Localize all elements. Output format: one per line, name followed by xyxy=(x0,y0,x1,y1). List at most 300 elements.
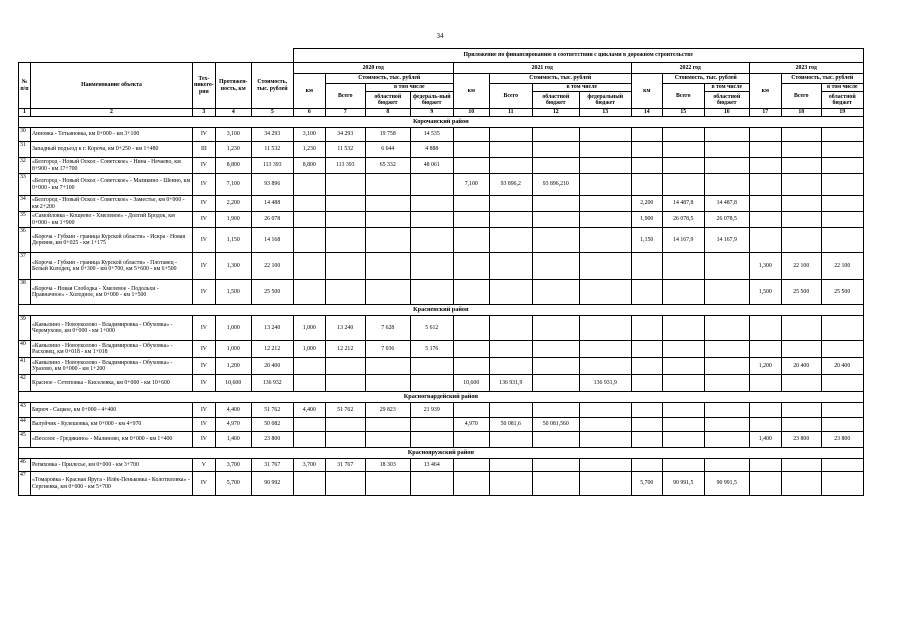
column-number-cell: 5 xyxy=(251,109,293,117)
value-cell: 1,000 xyxy=(293,341,325,358)
road-category: IV xyxy=(193,174,216,196)
regional-2020-header: областной бюджет xyxy=(365,92,410,109)
row-number: 45 xyxy=(19,432,31,448)
column-number-cell: 15 xyxy=(662,109,704,117)
length-km: 4,970 xyxy=(215,418,251,432)
value-cell: 1,400 xyxy=(749,432,781,448)
value-cell xyxy=(821,375,863,392)
value-cell xyxy=(704,142,749,158)
value-cell xyxy=(781,418,821,432)
object-name: «Короча - Губкин - граница Курской области» - Искра - Новая Деревня, км 0+025 - км 1+175 xyxy=(31,228,193,253)
row-number: 46 xyxy=(19,459,31,472)
value-cell: 50 081,560 xyxy=(532,418,579,432)
total-cost: 31 767 xyxy=(251,459,293,472)
col-category-header: Тех-никего-рия xyxy=(193,63,216,109)
value-cell xyxy=(532,459,579,472)
object-name: «Белгород - Новый Оскол - Советское» - Заместье, км 0+000 - км 2+200 xyxy=(31,196,193,212)
incl-2022-header: в том числе xyxy=(704,84,749,92)
value-cell xyxy=(410,358,453,375)
value-cell xyxy=(410,375,453,392)
km-2022-header: км xyxy=(631,74,662,109)
total-cost: 93 896 xyxy=(251,174,293,196)
value-cell: 136 931,9 xyxy=(579,375,631,392)
value-cell xyxy=(749,316,781,341)
length-km: 8,800 xyxy=(215,158,251,174)
total-2021-header: Всего xyxy=(489,84,532,109)
column-number-cell: 17 xyxy=(749,109,781,117)
road-category: IV xyxy=(193,316,216,341)
length-km: 5,700 xyxy=(215,472,251,496)
column-number-cell: 14 xyxy=(631,109,662,117)
value-cell xyxy=(631,158,662,174)
value-cell: 14 167,9 xyxy=(704,228,749,253)
value-cell xyxy=(325,418,365,432)
federal-2021-header: федеральный бюджет xyxy=(579,92,631,109)
length-km: 1,500 xyxy=(215,280,251,305)
value-cell xyxy=(749,174,781,196)
value-cell xyxy=(453,142,489,158)
table-row xyxy=(19,253,864,280)
district-name: Красненский район xyxy=(19,305,864,316)
value-cell xyxy=(453,472,489,496)
value-cell xyxy=(579,228,631,253)
table-row xyxy=(19,316,864,341)
value-cell: 1,200 xyxy=(749,358,781,375)
column-number-cell: 2 xyxy=(31,109,193,117)
value-cell: 13 240 xyxy=(325,316,365,341)
total-cost: 14 488 xyxy=(251,196,293,212)
table-row xyxy=(19,142,864,158)
value-cell xyxy=(532,472,579,496)
value-cell xyxy=(532,228,579,253)
road-category: IV xyxy=(193,228,216,253)
value-cell: 26 078,5 xyxy=(704,212,749,228)
value-cell xyxy=(662,158,704,174)
column-number-cell: 7 xyxy=(325,109,365,117)
value-cell xyxy=(325,375,365,392)
value-cell xyxy=(532,128,579,142)
value-cell xyxy=(325,196,365,212)
value-cell: 8,800 xyxy=(293,158,325,174)
row-number: 34 xyxy=(19,196,31,212)
value-cell xyxy=(704,418,749,432)
column-number-cell: 13 xyxy=(579,109,631,117)
table-row xyxy=(19,472,864,496)
column-number-cell: 1 xyxy=(19,109,31,117)
length-km: 3,700 xyxy=(215,459,251,472)
length-km: 1,150 xyxy=(215,228,251,253)
value-cell xyxy=(293,228,325,253)
value-cell xyxy=(532,196,579,212)
table-row xyxy=(19,128,864,142)
value-cell xyxy=(781,174,821,196)
year-2022-header: 2022 год xyxy=(631,63,749,74)
value-cell xyxy=(704,128,749,142)
value-cell xyxy=(821,418,863,432)
value-cell xyxy=(579,316,631,341)
object-name: Анновка - Тетьяновка, км 0+000 - км 3+100 xyxy=(31,128,193,142)
value-cell xyxy=(293,196,325,212)
value-cell xyxy=(532,316,579,341)
column-number-cell: 9 xyxy=(410,109,453,117)
value-cell xyxy=(410,280,453,305)
total-cost: 25 500 xyxy=(251,280,293,305)
cost-2023-header: Стоимость, тыс. рублей xyxy=(781,74,863,84)
value-cell xyxy=(489,358,532,375)
value-cell xyxy=(662,316,704,341)
value-cell xyxy=(704,432,749,448)
value-cell xyxy=(532,158,579,174)
total-cost: 13 240 xyxy=(251,316,293,341)
object-name: «Короча - Новая Слободка - Хмелевое - Подольхи - Правначное» - Холодное, км 0+000 - км 1+500 xyxy=(31,280,193,305)
value-cell: 14 487,8 xyxy=(662,196,704,212)
value-cell xyxy=(325,228,365,253)
value-cell xyxy=(749,212,781,228)
district-row xyxy=(19,392,864,403)
column-number-cell: 3 xyxy=(193,109,216,117)
total-2023-header: Всего xyxy=(781,84,821,109)
table-row xyxy=(19,432,864,448)
value-cell: 6 644 xyxy=(365,142,410,158)
value-cell xyxy=(821,316,863,341)
column-number-cell: 11 xyxy=(489,109,532,117)
km-2021-header: км xyxy=(453,74,489,109)
value-cell xyxy=(781,142,821,158)
value-cell xyxy=(749,403,781,418)
value-cell xyxy=(704,375,749,392)
value-cell xyxy=(631,128,662,142)
value-cell: 22 100 xyxy=(821,253,863,280)
total-2022-header: Всего xyxy=(662,84,704,109)
object-name: «Камызино - Новоуколово - Владимировка - Обуховка» - Уразово, км 0+000 - км 1+200 xyxy=(31,358,193,375)
value-cell xyxy=(662,128,704,142)
length-km: 3,100 xyxy=(215,128,251,142)
value-cell xyxy=(821,158,863,174)
value-cell xyxy=(410,196,453,212)
total-cost: 51 762 xyxy=(251,403,293,418)
value-cell xyxy=(749,128,781,142)
value-cell xyxy=(579,358,631,375)
value-cell: 3,700 xyxy=(293,459,325,472)
value-cell xyxy=(821,212,863,228)
federal-2020-header: федераль-ный бюджет xyxy=(410,92,453,109)
value-cell xyxy=(704,158,749,174)
road-category: IV xyxy=(193,358,216,375)
table-row xyxy=(19,403,864,418)
road-category: IV xyxy=(193,158,216,174)
value-cell xyxy=(489,472,532,496)
column-number-cell: 4 xyxy=(215,109,251,117)
table-row xyxy=(19,228,864,253)
value-cell xyxy=(453,212,489,228)
col-cost-header: Стоимость, тыс. рублей xyxy=(251,63,293,109)
object-name: «Веселое - Гредякино» - Малиново, км 0+000 - км 1+400 xyxy=(31,432,193,448)
value-cell: 12 212 xyxy=(325,341,365,358)
value-cell xyxy=(489,196,532,212)
value-cell xyxy=(489,253,532,280)
row-number: 33 xyxy=(19,174,31,196)
value-cell xyxy=(365,418,410,432)
regional-2022-header: областной бюджет xyxy=(704,92,749,109)
value-cell xyxy=(821,459,863,472)
district-row xyxy=(19,448,864,459)
table-row xyxy=(19,375,864,392)
table-row xyxy=(19,212,864,228)
road-category: IV xyxy=(193,418,216,432)
value-cell xyxy=(489,459,532,472)
cost-2022-header: Стоимость, тыс. рублей xyxy=(662,74,749,84)
value-cell xyxy=(532,253,579,280)
value-cell xyxy=(293,253,325,280)
value-cell xyxy=(662,341,704,358)
column-number-cell: 6 xyxy=(293,109,325,117)
value-cell xyxy=(821,174,863,196)
value-cell: 3,100 xyxy=(293,128,325,142)
value-cell xyxy=(453,459,489,472)
value-cell xyxy=(662,459,704,472)
length-km: 2,200 xyxy=(215,196,251,212)
value-cell xyxy=(365,174,410,196)
column-number-cell: 18 xyxy=(781,109,821,117)
value-cell: 25 500 xyxy=(781,280,821,305)
object-name: «Камызино - Новоуколово - Владимировка - Обуховка» - Черемухово, км 0+000 - км 1+000 xyxy=(31,316,193,341)
object-name: Репяховка - Прилесье, км 0+000 - км 3+700 xyxy=(31,459,193,472)
value-cell xyxy=(453,432,489,448)
value-cell: 93 896,210 xyxy=(532,174,579,196)
value-cell xyxy=(293,174,325,196)
value-cell xyxy=(293,472,325,496)
value-cell xyxy=(579,174,631,196)
value-cell xyxy=(749,472,781,496)
value-cell xyxy=(293,358,325,375)
value-cell xyxy=(293,418,325,432)
value-cell xyxy=(704,358,749,375)
value-cell: 11 532 xyxy=(325,142,365,158)
table-row xyxy=(19,174,864,196)
value-cell: 20 400 xyxy=(781,358,821,375)
total-cost: 136 932 xyxy=(251,375,293,392)
value-cell xyxy=(489,142,532,158)
value-cell: 113 393 xyxy=(325,158,365,174)
value-cell xyxy=(579,280,631,305)
cost-2020-header: Стоимость, тыс. рублей xyxy=(325,74,453,84)
value-cell: 90 991,5 xyxy=(662,472,704,496)
table-row xyxy=(19,196,864,212)
road-category: IV xyxy=(193,432,216,448)
object-name: Валуйчик - Кулешовка, км 0+000 - км 4+970 xyxy=(31,418,193,432)
value-cell: 14 487,8 xyxy=(704,196,749,212)
value-cell xyxy=(704,174,749,196)
road-category: IV xyxy=(193,375,216,392)
value-cell xyxy=(325,212,365,228)
value-cell xyxy=(365,253,410,280)
km-2020-header: км xyxy=(293,74,325,109)
value-cell xyxy=(410,253,453,280)
object-name: Западный подъезд к г. Короча, км 0+250 - км 1+480 xyxy=(31,142,193,158)
value-cell xyxy=(781,158,821,174)
column-number-cell: 19 xyxy=(821,109,863,117)
value-cell xyxy=(704,459,749,472)
value-cell xyxy=(325,174,365,196)
incl-2020-header: в том числе xyxy=(365,84,453,92)
value-cell xyxy=(821,196,863,212)
value-cell xyxy=(489,403,532,418)
value-cell xyxy=(410,228,453,253)
value-cell xyxy=(532,375,579,392)
col-length-header: Протяжен-ность, км xyxy=(215,63,251,109)
row-number: 38 xyxy=(19,280,31,305)
row-number: 32 xyxy=(19,158,31,174)
value-cell: 22 100 xyxy=(781,253,821,280)
value-cell xyxy=(579,341,631,358)
value-cell xyxy=(749,158,781,174)
column-number-cell: 8 xyxy=(365,109,410,117)
value-cell xyxy=(489,316,532,341)
value-cell xyxy=(532,341,579,358)
length-km: 1,900 xyxy=(215,212,251,228)
value-cell xyxy=(453,196,489,212)
object-name: Красное - Сетеповка - Киселевка, км 0+000 - км 10+600 xyxy=(31,375,193,392)
value-cell xyxy=(662,432,704,448)
total-cost: 14 168 xyxy=(251,228,293,253)
year-2020-header: 2020 год xyxy=(293,63,453,74)
value-cell xyxy=(325,432,365,448)
value-cell xyxy=(489,128,532,142)
value-cell: 136 931,9 xyxy=(489,375,532,392)
value-cell: 31 767 xyxy=(325,459,365,472)
value-cell xyxy=(704,403,749,418)
length-km: 7,100 xyxy=(215,174,251,196)
value-cell xyxy=(453,403,489,418)
value-cell: 1,230 xyxy=(293,142,325,158)
value-cell: 5,700 xyxy=(631,472,662,496)
object-name: «Белгород - Новый Оскол - Советское» - Нина - Нечаево, км 8+900 - км 17+700 xyxy=(31,158,193,174)
incl-2023-header: в том числе xyxy=(821,84,863,92)
value-cell: 7 628 xyxy=(365,316,410,341)
district-row xyxy=(19,305,864,316)
table-row xyxy=(19,341,864,358)
length-km: 1,000 xyxy=(215,316,251,341)
value-cell xyxy=(532,142,579,158)
value-cell xyxy=(662,375,704,392)
value-cell xyxy=(781,375,821,392)
value-cell xyxy=(365,472,410,496)
value-cell xyxy=(821,228,863,253)
value-cell xyxy=(631,432,662,448)
value-cell xyxy=(579,253,631,280)
total-cost: 20 400 xyxy=(251,358,293,375)
value-cell: 19 758 xyxy=(365,128,410,142)
value-cell xyxy=(781,341,821,358)
object-name: «Белгород - Новый Оскол - Советское» - Мазикино - Шеино, км 0+000 - км 7+100 xyxy=(31,174,193,196)
value-cell: 1,300 xyxy=(749,253,781,280)
value-cell xyxy=(365,358,410,375)
value-cell xyxy=(579,403,631,418)
value-cell: 25 500 xyxy=(821,280,863,305)
row-number: 40 xyxy=(19,341,31,358)
value-cell xyxy=(410,174,453,196)
value-cell xyxy=(532,280,579,305)
value-cell: 65 332 xyxy=(365,158,410,174)
value-cell xyxy=(749,142,781,158)
value-cell xyxy=(631,253,662,280)
road-category: IV xyxy=(193,280,216,305)
blank-corner xyxy=(19,49,294,63)
row-number: 30 xyxy=(19,128,31,142)
value-cell: 5 176 xyxy=(410,341,453,358)
column-number-row xyxy=(19,109,864,117)
value-cell: 10,600 xyxy=(453,375,489,392)
value-cell xyxy=(821,142,863,158)
value-cell xyxy=(821,403,863,418)
object-name: «Самойловка - Кощеево - Хмелевое» - Долгий Бродок, км 0+000 - км 1+900 xyxy=(31,212,193,228)
value-cell xyxy=(781,196,821,212)
value-cell xyxy=(325,472,365,496)
value-cell xyxy=(325,280,365,305)
value-cell xyxy=(781,472,821,496)
value-cell xyxy=(489,158,532,174)
row-number: 43 xyxy=(19,403,31,418)
value-cell: 4,970 xyxy=(453,418,489,432)
value-cell xyxy=(453,280,489,305)
value-cell xyxy=(365,228,410,253)
value-cell xyxy=(781,316,821,341)
regional-2021-header: областной бюджет xyxy=(532,92,579,109)
value-cell xyxy=(532,432,579,448)
value-cell xyxy=(365,196,410,212)
value-cell: 21 939 xyxy=(410,403,453,418)
incl-2021-header: в том числе xyxy=(532,84,631,92)
value-cell: 1,150 xyxy=(631,228,662,253)
value-cell xyxy=(662,253,704,280)
value-cell xyxy=(365,375,410,392)
row-number: 31 xyxy=(19,142,31,158)
value-cell: 5 612 xyxy=(410,316,453,341)
value-cell: 26 078,5 xyxy=(662,212,704,228)
total-cost: 11 532 xyxy=(251,142,293,158)
total-2020-header: Всего xyxy=(325,84,365,109)
value-cell xyxy=(579,212,631,228)
value-cell xyxy=(453,341,489,358)
value-cell xyxy=(662,174,704,196)
total-cost: 12 212 xyxy=(251,341,293,358)
road-category: IV xyxy=(193,212,216,228)
value-cell: 20 400 xyxy=(821,358,863,375)
length-km: 1,200 xyxy=(215,358,251,375)
value-cell xyxy=(489,341,532,358)
table-row xyxy=(19,418,864,432)
value-cell xyxy=(749,228,781,253)
length-km: 1,230 xyxy=(215,142,251,158)
length-km: 4,400 xyxy=(215,403,251,418)
value-cell xyxy=(821,128,863,142)
financing-table xyxy=(18,48,864,496)
value-cell xyxy=(749,459,781,472)
value-cell xyxy=(579,472,631,496)
value-cell xyxy=(781,459,821,472)
value-cell xyxy=(704,253,749,280)
value-cell xyxy=(293,212,325,228)
value-cell xyxy=(781,128,821,142)
value-cell: 13 464 xyxy=(410,459,453,472)
value-cell: 34 293 xyxy=(325,128,365,142)
value-cell xyxy=(489,432,532,448)
year-2021-header: 2021 год xyxy=(453,63,631,74)
value-cell xyxy=(579,158,631,174)
value-cell xyxy=(453,158,489,174)
value-cell xyxy=(365,432,410,448)
value-cell xyxy=(704,280,749,305)
